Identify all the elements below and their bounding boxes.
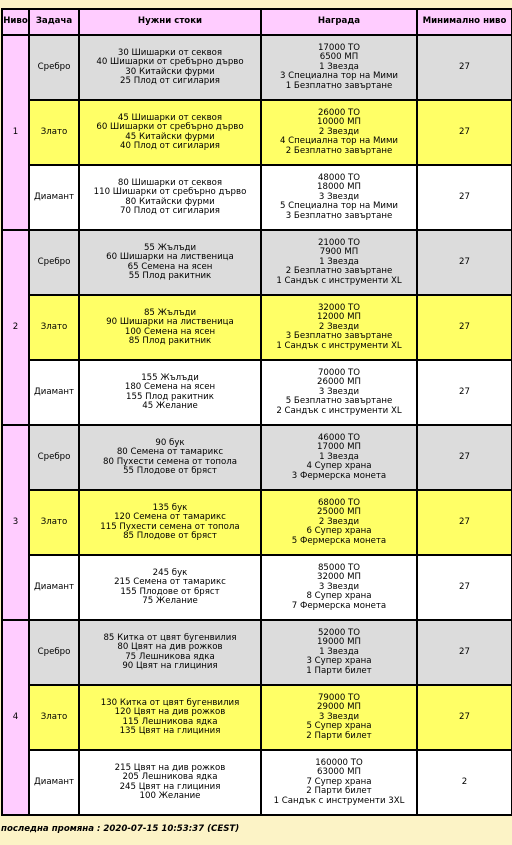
- stock-item: 30 Китайски фурми: [125, 66, 215, 77]
- reward-item: 6 Супер храна: [306, 526, 372, 537]
- table-row: [2, 35, 512, 100]
- stock-item: 155 Плод ракитник: [126, 391, 214, 402]
- stock-item: 60 Шишарки от сребърно дърво: [96, 122, 244, 133]
- reward-item: 85000 ТО: [317, 562, 361, 573]
- stock-item: 65 Семена на ясен: [127, 261, 213, 272]
- reward-cell: [261, 165, 417, 230]
- table-row: [2, 100, 512, 165]
- reward-item: 19000 МП: [317, 637, 361, 648]
- reward-item: 3 Звезди: [318, 386, 360, 397]
- stock-cell: [79, 100, 261, 165]
- reward-item: 63000 МП: [317, 767, 361, 778]
- stock-item: 205 Лешникова ядка: [122, 772, 218, 783]
- min-level-cell: 27: [417, 685, 512, 750]
- table-row: [2, 230, 512, 295]
- reward-item: 79000 ТО: [317, 692, 361, 703]
- stock-item: 120 Семена от тамарикс: [114, 512, 226, 523]
- reward-item: 3 Специална тор на Мими: [279, 71, 399, 82]
- reward-cell: [261, 620, 417, 685]
- stock-cell: [79, 750, 261, 815]
- min-level-cell: 27: [417, 100, 512, 165]
- min-level-cell: 27: [417, 425, 512, 490]
- header-reward: Награда: [261, 9, 417, 35]
- stock-cell: [79, 165, 261, 230]
- reward-item: 3 Фермерска монета: [291, 470, 387, 481]
- stock-item: 55 Плодове от бряст: [123, 465, 217, 476]
- reward-cell: [261, 490, 417, 555]
- reward-item: 5 Фермерска монета: [291, 535, 387, 546]
- level-cell: 3: [2, 425, 29, 620]
- stock-item: 215 Семена от тамарикс: [114, 577, 226, 588]
- header-task: Задача: [29, 9, 79, 35]
- min-level-cell: 27: [417, 490, 512, 555]
- stock-cell: [79, 685, 261, 750]
- stock-item: 130 Китка от цвят бугенвилия: [100, 697, 240, 708]
- min-level-cell: 27: [417, 35, 512, 100]
- reward-item: 10000 МП: [317, 117, 361, 128]
- table-row: [2, 685, 512, 750]
- reward-item: 7900 МП: [319, 247, 359, 258]
- header-stock: Нужни стоки: [79, 9, 261, 35]
- reward-cell: [261, 750, 417, 815]
- stock-item: 80 Китайски фурми: [125, 196, 215, 207]
- stock-item: 45 Китайски фурми: [125, 131, 215, 142]
- min-level-cell: 27: [417, 295, 512, 360]
- stock-cell: [79, 295, 261, 360]
- task-cell: Злато: [29, 490, 79, 555]
- stock-item: 45 Шишарки от секвоя: [117, 112, 223, 123]
- last-modified-note: последна промяна : 2020-07-15 10:53:37 (CEST): [1, 824, 240, 834]
- stock-item: 45 Желание: [142, 400, 198, 411]
- task-cell: Сребро: [29, 35, 79, 100]
- level-cell: 4: [2, 620, 29, 815]
- reward-item: 12000 МП: [317, 312, 361, 323]
- level-cell: 2: [2, 230, 29, 425]
- reward-item: 1 Звезда: [319, 256, 359, 267]
- stock-item: 85 Плод ракитник: [128, 335, 212, 346]
- reward-cell: [261, 295, 417, 360]
- stock-item: 245 Цвят на глициния: [119, 781, 221, 792]
- stock-item: 100 Желание: [139, 790, 201, 801]
- stock-item: 70 Плод от сигилария: [120, 205, 220, 216]
- reward-item: 2 Парти билет: [306, 730, 372, 741]
- reward-item: 7 Супер храна: [306, 776, 372, 787]
- reward-item: 32000 МП: [317, 572, 361, 583]
- reward-cell: [261, 100, 417, 165]
- stock-cell: [79, 230, 261, 295]
- reward-item: 2 Звезди: [318, 321, 360, 332]
- stock-item: 215 Цвят на див рожков: [114, 762, 226, 773]
- header-min-level: Минимално ниво: [417, 9, 512, 35]
- level-cell: 1: [2, 35, 29, 230]
- reward-item: 160000 ТО: [315, 757, 363, 768]
- reward-item: 2 Сандък с инструменти XL: [276, 405, 402, 416]
- reward-item: 18000 МП: [317, 182, 361, 193]
- reward-item: 6500 МП: [319, 52, 359, 63]
- task-cell: Сребро: [29, 230, 79, 295]
- stock-item: 55 Жълъди: [143, 242, 197, 253]
- reward-item: 1 Парти билет: [306, 665, 372, 676]
- stock-cell: [79, 35, 261, 100]
- stock-item: 155 Жълъди: [141, 372, 199, 383]
- table-row: [2, 425, 512, 490]
- stock-cell: [79, 490, 261, 555]
- reward-item: 68000 ТО: [317, 497, 361, 508]
- reward-item: 26000 ТО: [317, 107, 361, 118]
- task-cell: Диамант: [29, 360, 79, 425]
- stock-item: 120 Цвят на див рожков: [114, 707, 226, 718]
- reward-item: 7 Фермерска монета: [291, 600, 387, 611]
- reward-item: 8 Супер храна: [306, 591, 372, 602]
- table-row: [2, 555, 512, 620]
- min-level-cell: 2: [417, 750, 512, 815]
- stock-item: 115 Лешникова ядка: [122, 716, 218, 727]
- reward-cell: [261, 555, 417, 620]
- reward-item: 2 Звезди: [318, 516, 360, 527]
- header-row: [2, 9, 512, 35]
- stock-item: 40 Шишарки от сребърно дърво: [96, 57, 244, 68]
- reward-item: 17000 МП: [317, 442, 361, 453]
- stock-cell: [79, 360, 261, 425]
- task-cell: Диамант: [29, 165, 79, 230]
- task-cell: Злато: [29, 295, 79, 360]
- stock-item: 80 Цвят на див рожков: [117, 642, 223, 653]
- stock-cell: [79, 425, 261, 490]
- stock-item: 55 Плод ракитник: [128, 270, 212, 281]
- table-row: [2, 490, 512, 555]
- stock-item: 135 Цвят на глициния: [119, 725, 221, 736]
- reward-item: 52000 ТО: [317, 627, 361, 638]
- reward-item: 5 Супер храна: [306, 721, 372, 732]
- stock-item: 80 Пухести семена от топола: [103, 456, 237, 467]
- stock-cell: [79, 620, 261, 685]
- stock-item: 180 Семена на ясен: [124, 382, 216, 393]
- stock-item: 90 бук: [155, 437, 185, 448]
- reward-item: 1 Звезда: [319, 61, 359, 72]
- task-cell: Диамант: [29, 750, 79, 815]
- reward-item: 1 Звезда: [319, 451, 359, 462]
- reward-item: 2 Безплатно завъртане: [285, 145, 393, 156]
- task-cell: Злато: [29, 100, 79, 165]
- task-cell: Сребро: [29, 620, 79, 685]
- stock-item: 110 Шишарки от сребърно дърво: [93, 187, 247, 198]
- min-level-cell: 27: [417, 620, 512, 685]
- stock-item: 80 Шишарки от секвоя: [117, 177, 223, 188]
- rewards-table: [1, 8, 512, 816]
- task-cell: Сребро: [29, 425, 79, 490]
- reward-item: 3 Звезди: [318, 711, 360, 722]
- reward-item: 1 Звезда: [319, 646, 359, 657]
- stock-item: 60 Шишарки на лиственица: [106, 252, 234, 263]
- stock-item: 90 Цвят на глициния: [122, 660, 218, 671]
- reward-item: 1 Сандък с инструменти XL: [276, 275, 402, 286]
- min-level-cell: 27: [417, 165, 512, 230]
- stock-item: 80 Семена от тамарикс: [116, 447, 224, 458]
- stock-item: 85 Китка от цвят бугенвилия: [103, 632, 237, 643]
- min-level-cell: 27: [417, 555, 512, 620]
- stock-item: 85 Плодове от бряст: [123, 530, 217, 541]
- table-body: [2, 35, 512, 815]
- reward-item: 29000 МП: [317, 702, 361, 713]
- stock-item: 155 Плодове от бряст: [120, 586, 220, 597]
- reward-cell: [261, 35, 417, 100]
- task-cell: Диамант: [29, 555, 79, 620]
- reward-item: 4 Супер храна: [306, 461, 372, 472]
- reward-item: 3 Супер храна: [306, 656, 372, 667]
- reward-item: 32000 ТО: [317, 302, 361, 313]
- reward-item: 1 Безплатно завъртане: [285, 80, 393, 91]
- stock-item: 75 Желание: [142, 595, 198, 606]
- reward-item: 1 Сандък с инструменти 3XL: [273, 795, 405, 806]
- stock-item: 25 Плод от сигилария: [120, 75, 220, 86]
- reward-cell: [261, 685, 417, 750]
- reward-item: 3 Звезди: [318, 191, 360, 202]
- reward-item: 46000 ТО: [317, 432, 361, 443]
- reward-item: 2 Парти билет: [306, 786, 372, 797]
- reward-item: 70000 ТО: [317, 367, 361, 378]
- reward-item: 4 Специална тор на Мими: [279, 136, 399, 147]
- stock-cell: [79, 555, 261, 620]
- table-row: [2, 750, 512, 815]
- reward-cell: [261, 360, 417, 425]
- reward-item: 25000 МП: [317, 507, 361, 518]
- rewards-table-container: [1, 8, 511, 816]
- stock-item: 75 Лешникова ядка: [125, 651, 215, 662]
- stock-item: 30 Шишарки от секвоя: [117, 47, 223, 58]
- stock-item: 85 Жълъди: [143, 307, 197, 318]
- stock-item: 115 Пухести семена от топола: [100, 521, 240, 532]
- reward-item: 2 Звезди: [318, 126, 360, 137]
- reward-item: 3 Безплатно завъртане: [285, 210, 393, 221]
- reward-item: 2 Безплатно завъртане: [285, 266, 393, 277]
- stock-item: 90 Шишарки на лиственица: [106, 317, 234, 328]
- table-row: [2, 165, 512, 230]
- reward-cell: [261, 230, 417, 295]
- stock-item: 100 Семена на ясен: [124, 326, 216, 337]
- min-level-cell: 27: [417, 360, 512, 425]
- reward-item: 5 Специална тор на Мими: [279, 201, 399, 212]
- reward-item: 3 Безплатно завъртане: [285, 331, 393, 342]
- task-cell: Злато: [29, 685, 79, 750]
- min-level-cell: 27: [417, 230, 512, 295]
- reward-item: 21000 ТО: [317, 237, 361, 248]
- reward-item: 1 Сандък с инструменти XL: [276, 340, 402, 351]
- reward-cell: [261, 425, 417, 490]
- stock-item: 245 бук: [152, 567, 188, 578]
- table-row: [2, 295, 512, 360]
- reward-item: 5 Безплатно завъртане: [285, 396, 393, 407]
- stock-item: 40 Плод от сигилария: [120, 140, 220, 151]
- reward-item: 26000 МП: [317, 377, 361, 388]
- table-row: [2, 620, 512, 685]
- header-level: Ниво: [2, 9, 29, 35]
- table-row: [2, 360, 512, 425]
- reward-item: 48000 ТО: [317, 172, 361, 183]
- reward-item: 17000 ТО: [317, 42, 361, 53]
- stock-item: 135 бук: [152, 502, 188, 513]
- reward-item: 3 Звезди: [318, 581, 360, 592]
